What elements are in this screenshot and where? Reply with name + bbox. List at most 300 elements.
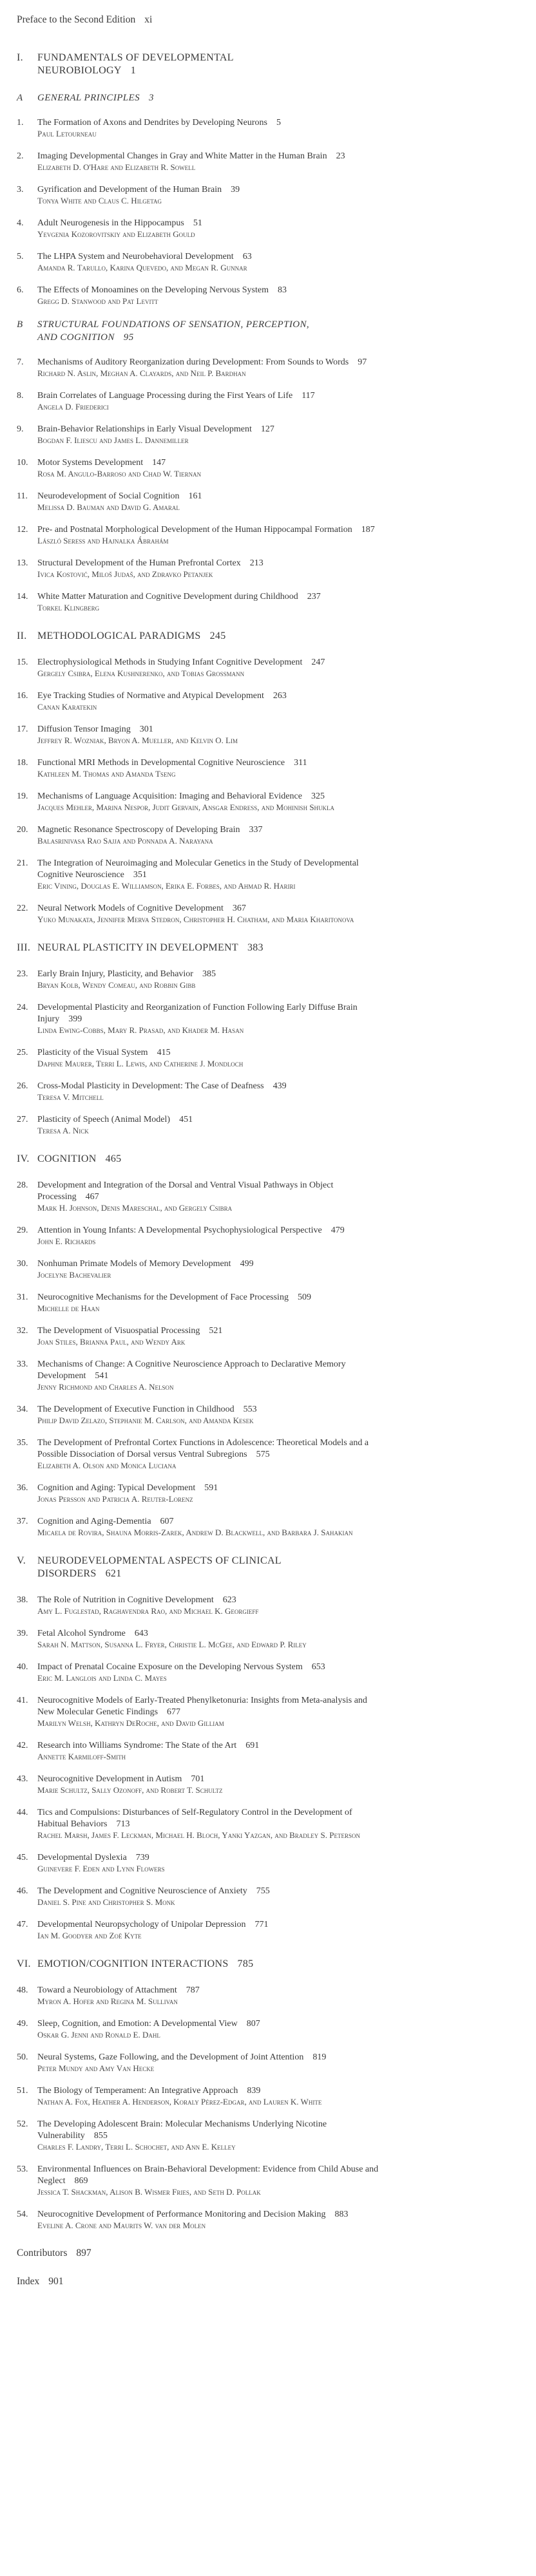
section-heading[interactable] — [17, 318, 536, 344]
chapter-title — [37, 791, 385, 802]
part-number: IV. — [17, 1153, 30, 1164]
chapter-title-text: Toward a Neurobiology of Attachment — [37, 1985, 177, 1995]
chapter-body — [37, 1292, 385, 1314]
part-number: III. — [17, 942, 31, 953]
chapter-entry[interactable] — [17, 1002, 536, 1036]
chapter-body — [37, 791, 385, 813]
chapter-entry[interactable] — [17, 1516, 536, 1538]
chapter-authors: Yevgenia Kozorovitskiy and Elizabeth Gould — [37, 229, 195, 239]
chapter-number: 14. — [17, 592, 28, 601]
chapter-title — [37, 903, 385, 914]
chapter-entry[interactable] — [17, 1595, 536, 1616]
chapter-authors: Marie Schultz, Sally Ozonoff, and Robert T. Schultz — [37, 1785, 223, 1795]
chapter-title — [37, 858, 385, 881]
chapter-title — [37, 424, 385, 435]
chapter-number: 27. — [17, 1115, 28, 1124]
chapter-page: 213 — [249, 558, 263, 568]
chapter-number: 33. — [17, 1359, 28, 1369]
section-title-text: STRUCTURAL FOUNDATIONS OF SENSATION, PERCEPTION, AND COGNITION — [37, 319, 309, 343]
chapter-entry[interactable] — [17, 1807, 536, 1841]
chapter-title — [37, 1774, 385, 1785]
chapter-title-text: Cross-Modal Plasticity in Development: The Case of Deafness — [37, 1081, 264, 1091]
chapter-title — [37, 1225, 385, 1236]
chapter-body — [37, 1807, 385, 1841]
preface-entry[interactable] — [17, 14, 536, 26]
chapter-page: 553 — [243, 1405, 257, 1414]
chapter-number: 49. — [17, 2019, 28, 2029]
chapter-entry[interactable] — [17, 724, 536, 746]
part-title-text: COGNITION — [37, 1153, 97, 1164]
chapter-title — [37, 969, 385, 980]
chapter-entry[interactable] — [17, 1292, 536, 1314]
chapter-authors: Amanda R. Tarullo, Karina Quevedo, and Megan R. Gunnar — [37, 263, 247, 272]
chapter-authors: Oskar G. Jenni and Ronald E. Dahl — [37, 2030, 160, 2040]
chapter-title — [37, 690, 385, 702]
chapter-entry[interactable] — [17, 1359, 536, 1392]
part-page: 465 — [105, 1153, 122, 1164]
chapter-title — [37, 1595, 385, 1606]
chapter-title-text: Magnetic Resonance Spectroscopy of Developing Brain — [37, 825, 240, 835]
chapter-title-text: The Development of Prefrontal Cortex Functions in Adolescence: Theoretical Models and a Possible Dissociation of Dorsal versus Ventral Subregions — [37, 1438, 369, 1459]
chapter-number: 23. — [17, 969, 28, 979]
chapter-body — [37, 1114, 385, 1136]
chapter-title — [37, 1662, 385, 1673]
chapter-number: 25. — [17, 1048, 28, 1057]
chapter-entry[interactable] — [17, 1047, 536, 1069]
chapter-number: 50. — [17, 2052, 28, 2062]
chapter-number: 15. — [17, 658, 28, 667]
chapter-body — [37, 1482, 385, 1504]
chapter-page: 509 — [297, 1293, 311, 1302]
chapter-entry[interactable] — [17, 858, 536, 891]
chapter-title — [37, 251, 385, 263]
chapter-body — [37, 1359, 385, 1392]
chapter-entry[interactable] — [17, 2052, 536, 2074]
part-title-text: NEURODEVELOPMENTAL ASPECTS OF CLINICAL DISORDERS — [37, 1555, 282, 1579]
chapter-title-text: White Matter Maturation and Cognitive Development during Childhood — [37, 592, 298, 601]
chapter-number: 4. — [17, 218, 24, 228]
chapter-page: 23 — [336, 151, 345, 161]
chapter-number: 36. — [17, 1483, 28, 1493]
chapter-page: 713 — [116, 1819, 130, 1829]
chapter-title — [37, 151, 385, 162]
chapter-title-text: Motor Systems Development — [37, 458, 144, 468]
chapter-body — [37, 858, 385, 891]
part-heading[interactable] — [17, 1555, 536, 1580]
chapter-page: 739 — [135, 1853, 149, 1862]
chapter-number: 44. — [17, 1808, 28, 1817]
chapter-entry[interactable] — [17, 757, 536, 779]
chapter-title — [37, 1437, 385, 1461]
chapter-authors: Sarah N. Mattson, Susanna L. Fryer, Christie L. McGee, and Edward P. Riley — [37, 1640, 307, 1649]
chapter-body — [37, 2119, 385, 2152]
chapter-authors: Jenny Richmond and Charles A. Nelson — [37, 1382, 174, 1392]
chapter-number: 31. — [17, 1293, 28, 1302]
chapter-entry[interactable] — [17, 1774, 536, 1795]
chapter-entry[interactable] — [17, 1662, 536, 1683]
chapter-authors: John E. Richards — [37, 1236, 96, 1246]
chapter-body — [37, 1225, 385, 1247]
chapter-entry[interactable] — [17, 1919, 536, 1941]
chapter-entry[interactable] — [17, 457, 536, 479]
chapter-body — [37, 117, 385, 139]
chapter-number: 6. — [17, 285, 24, 295]
chapter-entry[interactable] — [17, 2164, 536, 2197]
part-page: 621 — [105, 1568, 122, 1579]
chapter-number: 16. — [17, 691, 28, 701]
chapter-authors: Torkel Klingberg — [37, 603, 100, 612]
part-block — [17, 1958, 536, 2231]
chapter-page: 787 — [186, 1985, 200, 1995]
chapter-title — [37, 2119, 385, 2142]
chapter-page: 839 — [247, 2086, 261, 2096]
chapter-body — [37, 1325, 385, 1347]
chapter-title-text: Neurocognitive Models of Early-Treated Phenylketonuria: Insights from Meta-analysis and New Molecular Genetic Findings — [37, 1696, 367, 1717]
chapter-authors: Annette Karmiloff-Smith — [37, 1752, 126, 1761]
chapter-entry[interactable] — [17, 591, 536, 613]
chapter-title — [37, 457, 385, 469]
chapter-title-text: The LHPA System and Neurobehavioral Development — [37, 252, 234, 261]
chapter-authors: Angela D. Friederici — [37, 402, 109, 412]
chapter-body — [37, 2085, 385, 2107]
chapter-entry[interactable] — [17, 251, 536, 273]
chapter-authors: Yuko Munakata, Jennifer Merva Stedron, Christopher H. Chatham, and Maria Kharitonova — [37, 914, 354, 924]
chapter-body — [37, 1662, 385, 1683]
chapter-body — [37, 1919, 385, 1941]
chapter-title — [37, 1628, 385, 1640]
chapter-body — [37, 969, 385, 990]
chapter-body — [37, 2018, 385, 2040]
chapter-body — [37, 2164, 385, 2197]
chapter-body — [37, 757, 385, 779]
chapter-page: 677 — [167, 1707, 181, 1717]
back-matter-entry[interactable] — [17, 2276, 536, 2287]
chapter-title-text: Neurocognitive Development of Performance Monitoring and Decision Making — [37, 2210, 326, 2219]
chapter-number: 2. — [17, 151, 24, 161]
part-heading[interactable] — [17, 630, 536, 643]
chapter-entry[interactable] — [17, 390, 536, 412]
chapter-page: 385 — [202, 969, 216, 979]
chapter-page: 63 — [242, 252, 252, 261]
toc-parts — [17, 52, 536, 2231]
chapter-title-text: Neurocognitive Development in Autism — [37, 1774, 182, 1784]
chapter-title-text: The Formation of Axons and Dendrites by Developing Neurons — [37, 118, 267, 128]
chapter-page: 367 — [232, 904, 246, 913]
chapter-number: 53. — [17, 2164, 28, 2174]
chapter-page: 325 — [311, 791, 325, 801]
chapter-number: 28. — [17, 1180, 28, 1190]
chapter-title-text: Developmental Plasticity and Reorganization of Function Following Early Diffuse Brain Injury — [37, 1003, 358, 1024]
chapter-page: 97 — [358, 357, 367, 367]
chapter-authors: Eric M. Langlois and Linda C. Mayes — [37, 1673, 167, 1683]
part-title — [37, 1555, 282, 1580]
chapter-entry[interactable] — [17, 1258, 536, 1280]
chapter-title-text: The Role of Nutrition in Cognitive Development — [37, 1595, 214, 1605]
chapter-title — [37, 591, 385, 603]
chapter-entry[interactable] — [17, 1225, 536, 1247]
chapter-title-text: The Development of Executive Function in Childhood — [37, 1405, 235, 1414]
chapter-body — [37, 1695, 385, 1728]
chapter-page: 415 — [157, 1048, 171, 1057]
chapter-number: 35. — [17, 1438, 28, 1448]
chapter-entry[interactable] — [17, 558, 536, 580]
back-matter-title: Contributors — [17, 2248, 68, 2259]
chapter-body — [37, 690, 385, 712]
chapter-title — [37, 1852, 385, 1864]
chapter-authors: László Seress and Hajnalka Ábrahám — [37, 536, 169, 545]
chapter-entry[interactable] — [17, 824, 536, 846]
chapter-body — [37, 424, 385, 446]
chapter-number: 47. — [17, 1920, 28, 1929]
chapter-page: 623 — [222, 1595, 236, 1605]
chapter-body — [37, 491, 385, 513]
chapter-body — [37, 285, 385, 307]
chapter-title-text: The Effects of Monoamines on the Developing Nervous System — [37, 285, 269, 295]
chapter-entry[interactable] — [17, 218, 536, 240]
chapter-body — [37, 903, 385, 925]
chapter-authors: Amy L. Fuglestad, Raghavendra Rao, and Michael K. Georgieff — [37, 1606, 259, 1616]
chapter-entry[interactable] — [17, 285, 536, 307]
chapter-body — [37, 1628, 385, 1650]
part-page: 1 — [130, 65, 137, 76]
chapter-entry[interactable] — [17, 1482, 536, 1504]
chapter-number: 39. — [17, 1629, 28, 1638]
section-page: 3 — [149, 93, 154, 103]
chapter-number: 45. — [17, 1853, 28, 1862]
chapter-authors: Michelle de Haan — [37, 1303, 100, 1313]
chapter-title-text: Brain Correlates of Language Processing during the First Years of Life — [37, 391, 293, 401]
section-title — [37, 91, 321, 104]
chapter-title-text: Functional MRI Methods in Developmental Cognitive Neuroscience — [37, 758, 285, 768]
chapter-authors: Teresa V. Mitchell — [37, 1092, 104, 1102]
chapter-title — [37, 491, 385, 502]
chapter-title-text: Mechanisms of Change: A Cognitive Neuroscience Approach to Declarative Memory Development — [37, 1359, 346, 1381]
chapter-body — [37, 251, 385, 273]
part-page: 383 — [247, 942, 263, 953]
part-heading[interactable] — [17, 52, 536, 77]
chapter-title — [37, 1359, 385, 1382]
part-heading[interactable] — [17, 1153, 536, 1166]
chapter-page: 643 — [134, 1629, 148, 1638]
chapter-entry[interactable] — [17, 1180, 536, 1213]
chapter-authors: Jocelyne Bachevalier — [37, 1270, 111, 1280]
chapter-title-text: Neural Systems, Gaze Following, and the Development of Joint Attention — [37, 2052, 304, 2062]
chapter-page: 451 — [179, 1115, 193, 1124]
chapter-entry[interactable] — [17, 969, 536, 990]
chapter-authors: Daphne Maurer, Terri L. Lewis, and Catherine J. Mondloch — [37, 1059, 244, 1068]
back-matter-entry[interactable] — [17, 2248, 536, 2259]
section-heading[interactable] — [17, 91, 536, 104]
chapter-entry[interactable] — [17, 1325, 536, 1347]
chapter-entry[interactable] — [17, 524, 536, 546]
chapter-entry[interactable] — [17, 2018, 536, 2040]
back-matter-page: 897 — [76, 2248, 91, 2259]
chapter-entry[interactable] — [17, 791, 536, 813]
chapter-title-text: Neural Network Models of Cognitive Development — [37, 904, 224, 913]
chapter-title-text: The Development and Cognitive Neuroscience of Anxiety — [37, 1886, 247, 1896]
chapter-authors: Eric Vining, Douglas E. Williamson, Erika E. Forbes, and Ahmad R. Hariri — [37, 881, 296, 891]
chapter-entry[interactable] — [17, 2119, 536, 2152]
chapter-number: 40. — [17, 1662, 28, 1672]
chapter-page: 691 — [245, 1741, 260, 1750]
chapter-title-text: Developmental Neuropsychology of Unipolar Depression — [37, 1920, 246, 1929]
chapter-number: 29. — [17, 1226, 28, 1235]
chapter-body — [37, 558, 385, 580]
chapter-entry[interactable] — [17, 1081, 536, 1103]
chapter-number: 38. — [17, 1595, 28, 1605]
chapter-entry[interactable] — [17, 491, 536, 513]
chapter-entry[interactable] — [17, 1695, 536, 1728]
chapter-title — [37, 1404, 385, 1416]
chapter-title — [37, 1081, 385, 1092]
chapter-number: 21. — [17, 858, 28, 868]
chapter-authors: Jacques Mehler, Marina Nespor, Judit Gervain, Ansgar Endress, and Mohinish Shukla — [37, 802, 335, 812]
chapter-authors: Canan Karatekin — [37, 702, 97, 712]
chapter-authors: Jessica T. Shackman, Alison B. Wismer Fries, and Seth D. Pollak — [37, 2187, 261, 2197]
chapter-title-text: Diffusion Tensor Imaging — [37, 724, 131, 734]
chapter-entry[interactable] — [17, 1114, 536, 1136]
section-letter: B — [17, 319, 23, 330]
chapter-entry[interactable] — [17, 2085, 536, 2107]
chapter-title — [37, 2209, 385, 2221]
part-title — [37, 1958, 282, 1971]
chapter-body — [37, 2209, 385, 2231]
chapter-page: 819 — [312, 2052, 327, 2062]
part-number: VI. — [17, 1958, 31, 1969]
chapter-entry[interactable] — [17, 357, 536, 379]
chapter-authors: Rosa M. Angulo-Barroso and Chad W. Tiernan — [37, 469, 202, 478]
chapter-title — [37, 2085, 385, 2097]
chapter-entry[interactable] — [17, 184, 536, 206]
chapter-title — [37, 1807, 385, 1830]
chapter-entry[interactable] — [17, 903, 536, 925]
chapter-number: 17. — [17, 724, 28, 734]
chapter-body — [37, 184, 385, 206]
chapter-title-text: The Developing Adolescent Brain: Molecular Mechanisms Underlying Nicotine Vulnerability — [37, 2119, 327, 2141]
chapter-body — [37, 151, 385, 173]
chapter-page: 541 — [95, 1371, 109, 1381]
back-matter-title: Index — [17, 2276, 40, 2287]
chapter-authors: Bryan Kolb, Wendy Comeau, and Robbin Gibb — [37, 980, 196, 990]
chapter-page: 247 — [311, 658, 325, 667]
chapter-page: 5 — [276, 118, 281, 128]
chapter-entry[interactable] — [17, 1985, 536, 2007]
chapter-body — [37, 1180, 385, 1213]
chapter-entry[interactable] — [17, 1740, 536, 1762]
chapter-authors: Ivica Kostović, Miloš Judaš, and Zdravko Petanjek — [37, 569, 213, 579]
chapter-number: 42. — [17, 1741, 28, 1750]
chapter-number: 8. — [17, 391, 24, 401]
chapter-title — [37, 1695, 385, 1718]
section-title-text: GENERAL PRINCIPLES — [37, 93, 140, 103]
chapter-title-text: Plasticity of Speech (Animal Model) — [37, 1115, 171, 1124]
chapter-title — [37, 1114, 385, 1126]
part-title — [37, 630, 282, 643]
chapter-title-text: Plasticity of the Visual System — [37, 1048, 148, 1057]
part-block — [17, 942, 536, 1136]
chapter-page: 869 — [74, 2176, 88, 2186]
chapter-title-text: Pre- and Postnatal Morphological Development of the Human Hippocampal Formation — [37, 525, 352, 535]
chapter-title-text: Brain-Behavior Relationships in Early Visual Development — [37, 424, 252, 434]
chapter-title — [37, 1740, 385, 1752]
chapter-title — [37, 1325, 385, 1337]
part-number: II. — [17, 630, 27, 641]
chapter-number: 5. — [17, 252, 24, 261]
chapter-title — [37, 1516, 385, 1528]
chapter-authors: Bogdan F. Iliescu and James L. Dannemiller — [37, 435, 189, 445]
chapter-authors: Gregg D. Stanwood and Pat Levitt — [37, 296, 158, 306]
chapter-title-text: Imaging Developmental Changes in Gray and White Matter in the Human Brain — [37, 151, 327, 161]
chapter-page: 311 — [294, 758, 307, 768]
chapter-title-text: Adult Neurogenesis in the Hippocampus — [37, 218, 184, 228]
chapter-number: 3. — [17, 185, 24, 194]
chapter-title-text: The Development of Visuospatial Processing — [37, 1326, 200, 1336]
chapter-body — [37, 1985, 385, 2007]
chapter-entry[interactable] — [17, 1628, 536, 1650]
chapter-title-text: Nonhuman Primate Models of Memory Development — [37, 1259, 231, 1269]
chapter-entry[interactable] — [17, 690, 536, 712]
chapter-page: 301 — [139, 724, 153, 734]
chapter-page: 771 — [254, 1920, 269, 1929]
chapter-authors: Linda Ewing-Cobbs, Mary R. Prasad, and Khader M. Hasan — [37, 1025, 244, 1035]
chapter-title — [37, 285, 385, 296]
chapter-entry[interactable] — [17, 1886, 536, 1908]
chapter-body — [37, 1047, 385, 1069]
chapter-entry[interactable] — [17, 1437, 536, 1471]
chapter-authors: Ian M. Goodyer and Zoë Kyte — [37, 1931, 142, 1940]
chapter-page: 127 — [260, 424, 274, 434]
chapter-entry[interactable] — [17, 151, 536, 173]
chapter-entry[interactable] — [17, 117, 536, 139]
chapter-title-text: Sleep, Cognition, and Emotion: A Developmental View — [37, 2019, 238, 2029]
chapter-number: 1. — [17, 118, 24, 128]
chapter-page: 161 — [188, 491, 202, 501]
chapter-entry[interactable] — [17, 657, 536, 679]
chapter-entry[interactable] — [17, 1852, 536, 1874]
chapter-number: 34. — [17, 1405, 28, 1414]
chapter-entry[interactable] — [17, 2209, 536, 2231]
chapter-body — [37, 1595, 385, 1616]
part-heading[interactable] — [17, 1958, 536, 1971]
part-heading[interactable] — [17, 942, 536, 954]
chapter-title-text: Attention in Young Infants: A Developmental Psychophysiological Perspective — [37, 1226, 322, 1235]
chapter-authors: Micaela de Rovira, Shauna Morris-Zarek, Andrew D. Blackwell, and Barbara J. Sahakian — [37, 1528, 353, 1537]
chapter-number: 9. — [17, 424, 24, 434]
chapter-title — [37, 1047, 385, 1059]
chapter-page: 439 — [273, 1081, 287, 1091]
chapter-body — [37, 657, 385, 679]
chapter-entry[interactable] — [17, 1404, 536, 1426]
section-title — [37, 318, 321, 344]
chapter-authors: Elizabeth D. O'Hare and Elizabeth R. Sowell — [37, 162, 196, 172]
chapter-title — [37, 1482, 385, 1494]
chapter-number: 18. — [17, 758, 28, 768]
chapter-page: 147 — [152, 458, 166, 468]
chapter-title — [37, 218, 385, 229]
chapter-number: 20. — [17, 825, 28, 835]
chapter-number: 19. — [17, 791, 28, 801]
chapter-authors: Myron A. Hofer and Regina M. Sullivan — [37, 1996, 178, 2006]
chapter-number: 24. — [17, 1003, 28, 1012]
chapter-title-text: Structural Development of the Human Prefrontal Cortex — [37, 558, 241, 568]
chapter-body — [37, 591, 385, 613]
chapter-title-text: Mechanisms of Auditory Reorganization during Development: From Sounds to Words — [37, 357, 349, 367]
chapter-title — [37, 390, 385, 402]
chapter-title — [37, 2164, 385, 2187]
chapter-entry[interactable] — [17, 424, 536, 446]
chapter-title-text: Eye Tracking Studies of Normative and Atypical Development — [37, 691, 264, 701]
chapter-number: 11. — [17, 491, 28, 501]
